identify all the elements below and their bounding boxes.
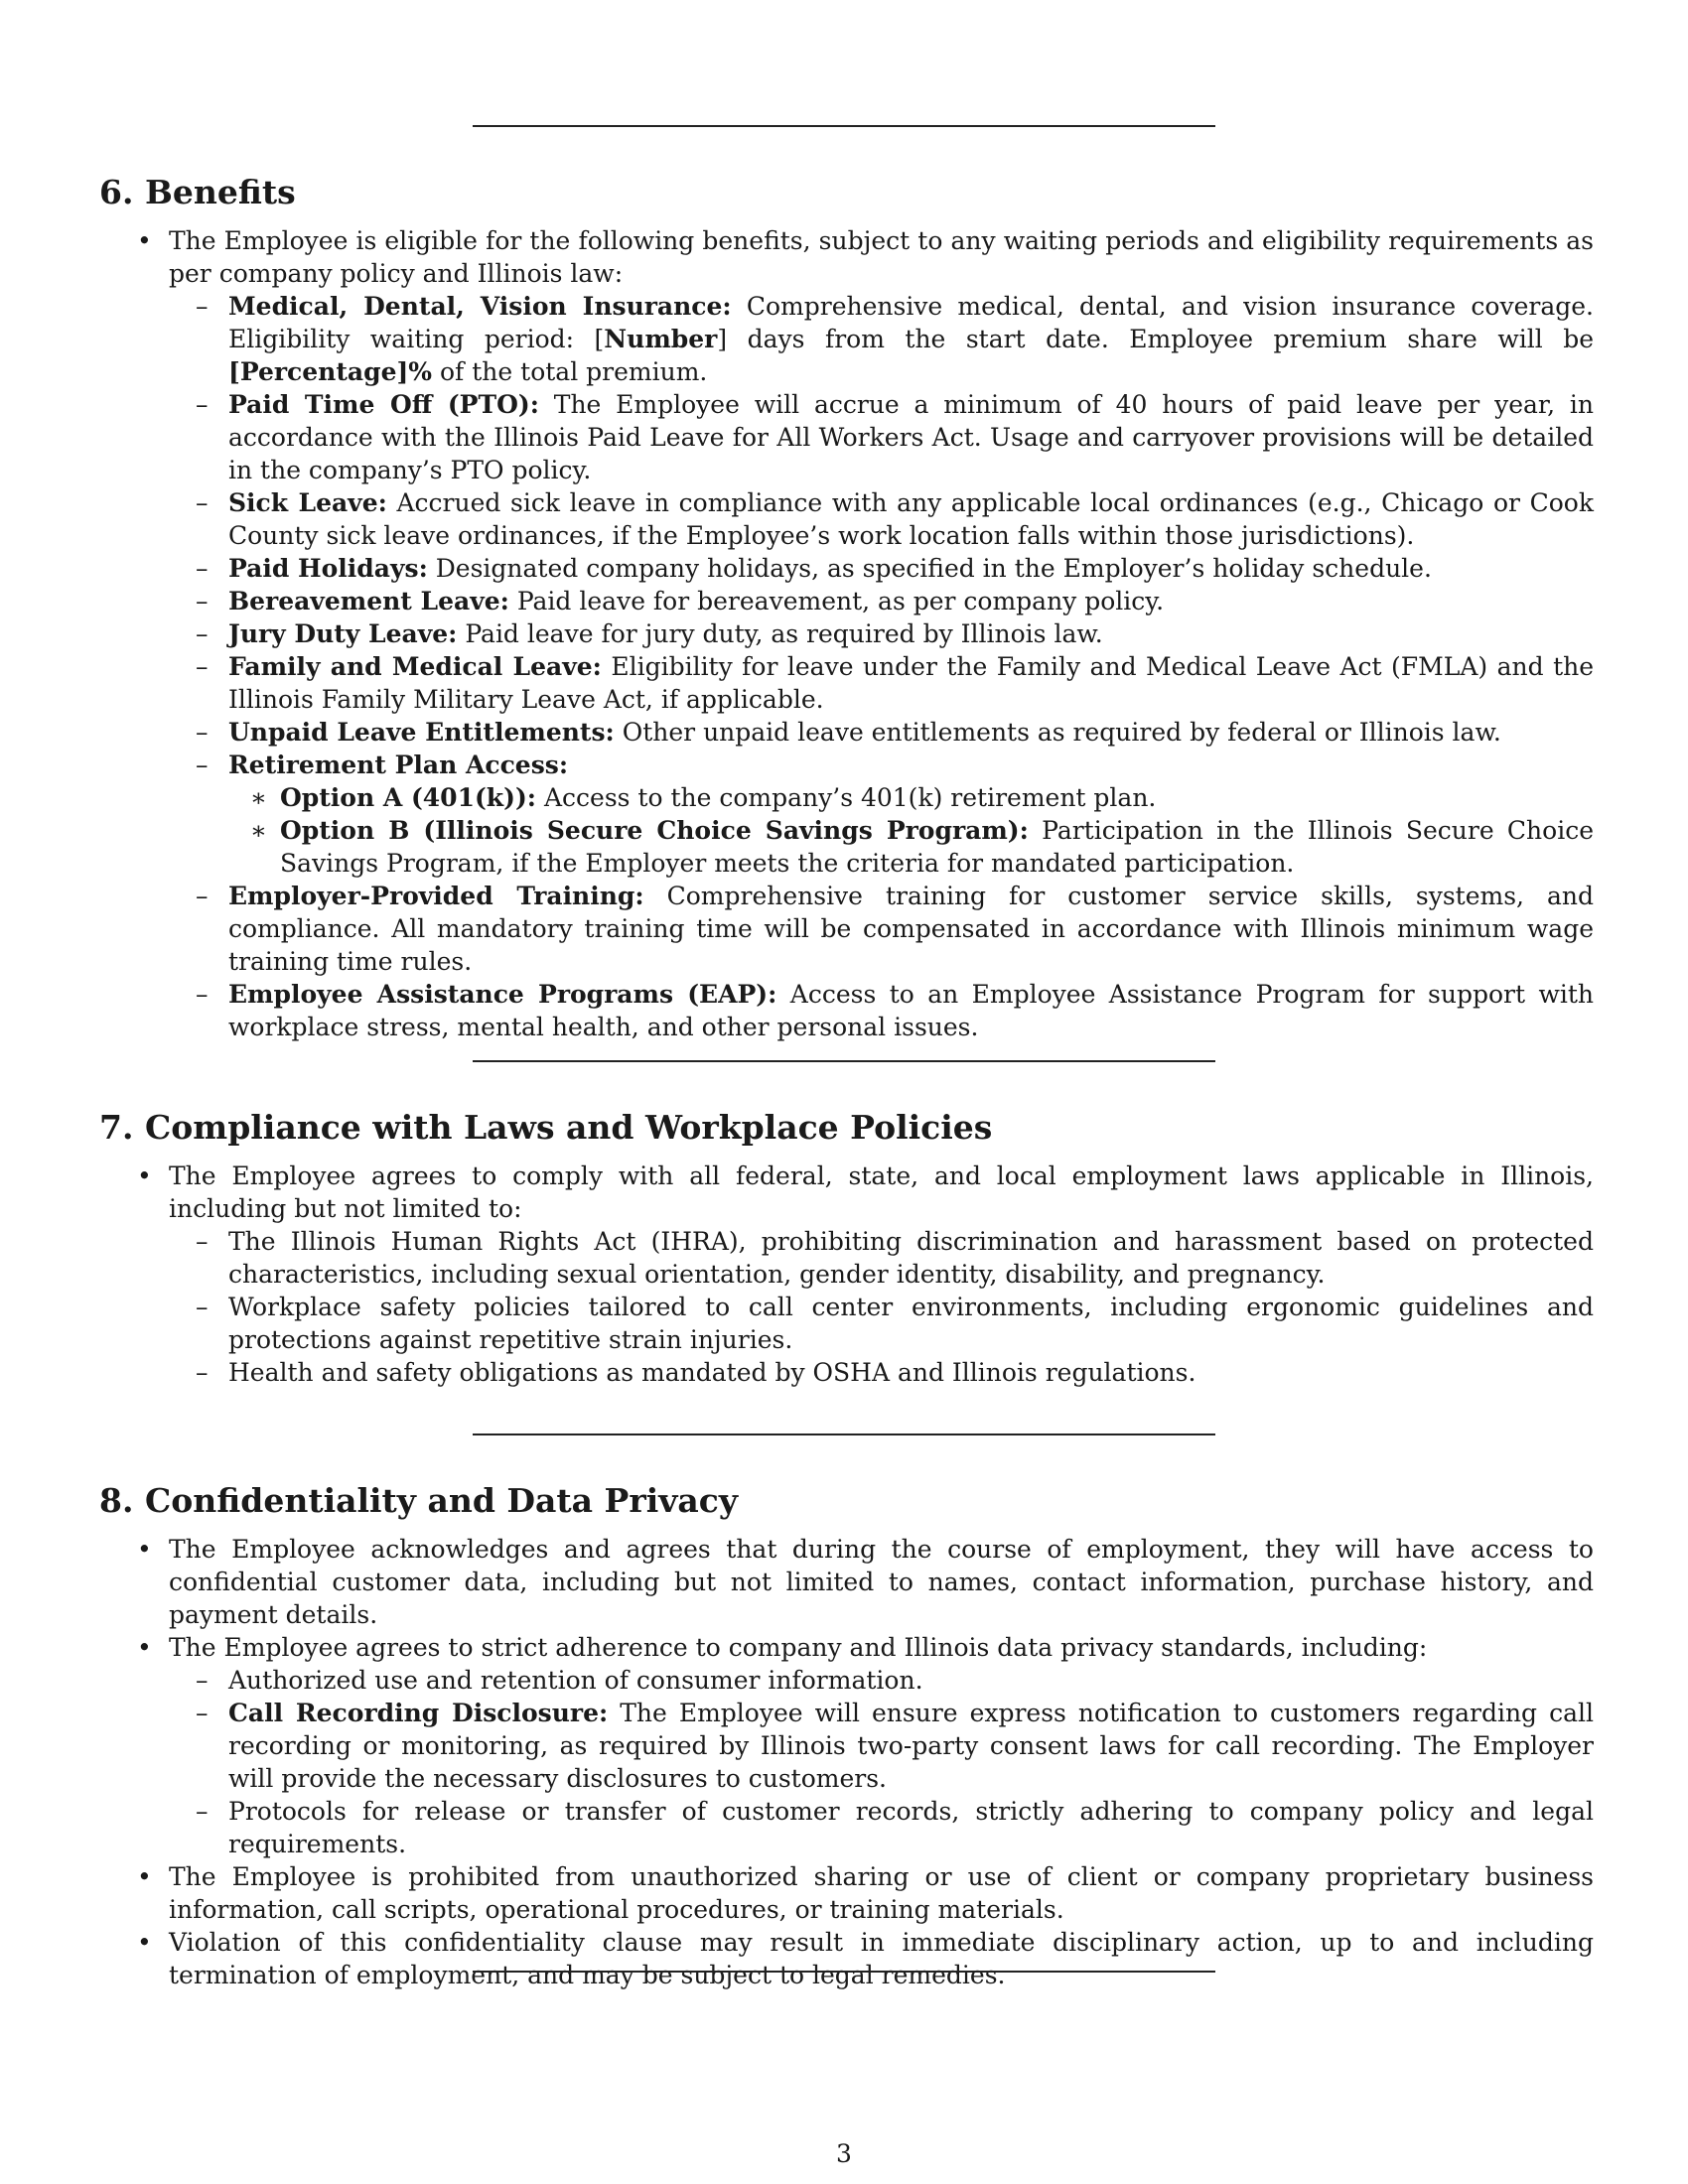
list-item-eap: – Employee Assistance Programs (EAP): Access to an Employee Assistance Program for support with workplace stress, mental health, and other personal issues. [169,978,1594,1043]
list-item: • The Employee agrees to strict adherence to company and Illinois data privacy standards, including: – Authorized use and retention of consumer information. – Call Recording Disclosure: The Employee will ensure express notification to customers regarding call recording or monitoring, as required by Illinois two-party consent laws for call recording. The Employer will provide the necessary disclosures to customers. – Protocols for release or transfer of customer records, strictly adhering to company policy and legal requirements. [99,1631,1594,1860]
horizontal-rule-top [473,125,1215,127]
list-item-unpaid-leave: – Unpaid Leave Entitlements: Other unpaid leave entitlements as required by federal or Illinois law. [169,716,1594,749]
section-7-compliance [99,1108,1594,1389]
list-item-bereavement: – Bereavement Leave: Paid leave for bereavement, as per company policy. [169,585,1594,617]
list-item: • The Employee acknowledges and agrees that during the course of employment, they will have access to confidential customer data, including but not limited to names, contact information, purchase history, and payment details. [99,1533,1594,1631]
bullet-list [99,1160,1594,1389]
bullet-list [99,224,1594,1043]
sub-sub-list [228,781,1594,880]
list-item: – Authorized use and retention of consumer information. [169,1664,1594,1697]
list-item-training: – Employer-Provided Training: Comprehensive training for customer service skills, systems, and compliance. All mandatory training time will be compensated in accordance with Illinois minimum wage training time rules. [169,880,1594,978]
list-item-sick-leave: – Sick Leave: Accrued sick leave in compliance with any applicable local ordinances (e.g., Chicago or Cook County sick leave ordinances, if the Employee’s work location falls within those jurisdictions). [169,486,1594,552]
bullet-list [99,1533,1594,1991]
list-item-call-recording: – Call Recording Disclosure: The Employee will ensure express notification to customers regarding call recording or monitoring, as required by Illinois two-party consent laws for call recording. The Employer will provide the necessary disclosures to customers. [169,1697,1594,1795]
page-number: 3 [836,2139,852,2168]
section-6-benefits [99,173,1594,1043]
list-item-option-b: ∗ Option B (Illinois Secure Choice Savings Program): Participation in the Illinois Secure Choice Savings Program, if the Employer meets the criteria for mandated participation. [228,814,1594,880]
list-item-medical: – Medical, Dental, Vision Insurance: Comprehensive medical, dental, and vision insurance coverage. Eligibility waiting period: [Number] days from the start date. Employee premium share will be [Percentage]% of the total premium. [169,290,1594,388]
list-item: – The Illinois Human Rights Act (IHRA), prohibiting discrimination and harassment based on protected characteristics, including sexual orientation, gender identity, disability, and pregnancy. [169,1225,1594,1291]
list-item: • Violation of this confidentiality clause may result in immediate disciplinary action, up to and including termination of employment, and may be subject to legal remedies. [99,1926,1594,1991]
list-item: – Health and safety obligations as mandated by OSHA and Illinois regulations. [169,1356,1594,1389]
list-item: – Protocols for release or transfer of customer records, strictly adhering to company policy and legal requirements. [169,1795,1594,1860]
list-item-fmla: – Family and Medical Leave: Eligibility for leave under the Family and Medical Leave Act (FMLA) and the Illinois Family Military Leave Act, if applicable. [169,650,1594,716]
horizontal-rule [473,1433,1215,1435]
list-item: • The Employee agrees to comply with all federal, state, and local employment laws applicable in Illinois, including but not limited to: – The Illinois Human Rights Act (IHRA), prohibiting discrimination and harassment based on protected characteristics, including sexual orientation, gender identity, disability, and pregnancy. – Workplace safety policies tailored to call center environments, including ergonomic guidelines and protections against repetitive strain injuries. – Health and safety obligations as mandated by OSHA and Illinois regulations. [99,1160,1594,1389]
section-heading: 7. Compliance with Laws and Workplace Policies [99,1108,993,1147]
sub-list [169,290,1594,1043]
section-heading: 6. Benefits [99,173,296,211]
horizontal-rule-bottom [473,1971,1215,1973]
section-heading: 8. Confidentiality and Data Privacy [99,1481,739,1520]
sub-list [169,1664,1594,1860]
list-item: • The Employee is eligible for the following benefits, subject to any waiting periods and eligibility requirements as per company policy and Illinois law: – Medical, Dental, Vision Insurance: Comprehensive medical, dental, and vision insurance coverage. Eligibility waiting period: [Number] days from the start date. Employee premium share will be [Percentage]% of the total premium. – Paid Time Off (PTO): The Employee will accrue a minimum of 40 hours of paid leave per year, in accordance with the Illinois Paid Leave for All Workers Act. Usage and carryover provisions will be detailed in the company’s PTO policy. – Sick Leave: Accrued sick leave in compliance with any applicable local ordinances (e.g., Chicago or Cook County sick leave ordinances, if the Employee’s work location falls within those jurisdictions). – Paid Holidays: Designated company holidays, as specified in the Employer’s holiday schedule. – Bereavement Leave: Paid leave for bereavement, as per company policy. – Jury Duty Leave: Paid leave for jury duty, as required by Illinois law. – Family and Medical Leave: Eligibility for leave under the Family and Medical Leave Act (FMLA) and the Illinois Family Military Leave Act, if applicable. – Unpaid Leave Entitlements: Other unpaid leave entitlements as required by federal or Illinois law. – Retirement Plan Access: ∗ Option A (401(k)): Access to the company’s 401(k) retirement plan. ∗ Option B (Illinois Secure Choice Savings Program): Participation in the Illinois Secure Choice Savings Program, if the Employer meets the criteria for mandated participation. – Employer-Provided Training: Comprehensive training for customer service skills, systems, and compliance. All mandatory training time will be compensated in accordance with Illinois minimum wage training time rules. – Employee Assistance Programs (EAP): Access to an Employee Assistance Program for support with workplace stress, mental health, and other personal issues. [99,224,1594,1043]
list-item: • The Employee is prohibited from unauthorized sharing or use of client or company proprietary business information, call scripts, operational procedures, or training materials. [99,1860,1594,1926]
list-item-paid-holidays: – Paid Holidays: Designated company holidays, as specified in the Employer’s holiday schedule. [169,552,1594,585]
list-item-option-a: ∗ Option A (401(k)): Access to the company’s 401(k) retirement plan. [228,781,1594,814]
list-item-retirement: – Retirement Plan Access: ∗ Option A (401(k)): Access to the company’s 401(k) retirement plan. ∗ Option B (Illinois Secure Choice Savings Program): Participation in the Illinois Secure Choice Savings Program, if the Employer meets the criteria for mandated participation. [169,749,1594,880]
list-item-jury-duty: – Jury Duty Leave: Paid leave for jury duty, as required by Illinois law. [169,617,1594,650]
list-item-pto: – Paid Time Off (PTO): The Employee will accrue a minimum of 40 hours of paid leave per year, in accordance with the Illinois Paid Leave for All Workers Act. Usage and carryover provisions will be detailed in the company’s PTO policy. [169,388,1594,486]
list-item: – Workplace safety policies tailored to call center environments, including ergonomic guidelines and protections against repetitive strain injuries. [169,1291,1594,1356]
sub-list [169,1225,1594,1389]
horizontal-rule [473,1060,1215,1062]
section-8-confidentiality [99,1481,1594,1991]
